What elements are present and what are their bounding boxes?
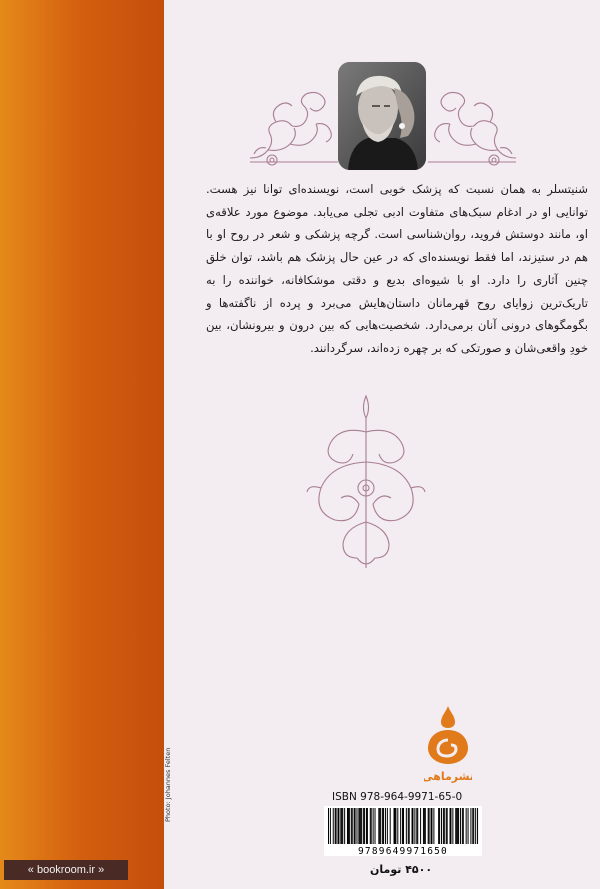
barcode-bar (337, 808, 338, 844)
barcode-bar (328, 808, 329, 844)
barcode-bar (378, 808, 379, 844)
barcode-bar (466, 808, 467, 844)
barcode-bar (364, 808, 365, 844)
barcode-bar (443, 808, 444, 844)
barcode-bar (402, 808, 403, 844)
barcode-bar (409, 808, 410, 844)
barcode-bar (371, 808, 372, 844)
barcode-bar (470, 808, 471, 844)
barcode-bar (348, 808, 349, 844)
barcode-bar (408, 808, 409, 844)
barcode (324, 806, 482, 856)
barcode-bar (455, 808, 456, 844)
barcode-bar (358, 808, 359, 844)
author-portrait-icon (338, 62, 426, 170)
barcode-bar (456, 808, 457, 844)
barcode-bar (447, 808, 448, 844)
barcode-bar (438, 808, 439, 844)
barcode-bar (475, 808, 476, 844)
barcode-bar (444, 808, 445, 844)
barcode-bar (335, 808, 336, 844)
barcode-bar (425, 808, 426, 844)
barcode-bar (431, 808, 432, 844)
barcode-bar (360, 808, 361, 844)
barcode-bar (380, 808, 381, 844)
barcode-bar (450, 808, 451, 844)
barcode-bar (394, 808, 395, 844)
barcode-bar (352, 808, 353, 844)
barcode-bar (433, 808, 434, 844)
barcode-bar (446, 808, 447, 844)
barcode-bar (416, 808, 417, 844)
barcode-bar (428, 808, 429, 844)
fish-logo-icon (424, 704, 472, 786)
barcode-bar (330, 808, 331, 844)
price-label: ۴۵۰۰ تومان (370, 863, 433, 876)
barcode-bar (397, 808, 398, 844)
barcode-bar (333, 808, 334, 844)
barcode-bar (472, 808, 473, 844)
barcode-bar (375, 808, 376, 844)
barcode-bar (460, 808, 461, 844)
barcode-bar (342, 808, 343, 844)
barcode-bar (424, 808, 425, 844)
barcode-bar (385, 808, 386, 844)
barcode-bar (387, 808, 388, 844)
barcode-bar (359, 808, 360, 844)
barcode-bar (439, 808, 440, 844)
barcode-bar (412, 808, 413, 844)
barcode-bar (477, 808, 478, 844)
publisher-logo (424, 704, 472, 786)
barcode-bar (423, 808, 424, 844)
barcode-bar (363, 808, 364, 844)
barcode-bar (355, 808, 356, 844)
barcode-bar (379, 808, 380, 844)
barcode-bar (394, 808, 395, 844)
barcode-bar (468, 808, 469, 844)
barcode-bar (361, 808, 362, 844)
ornament-right-icon (424, 72, 520, 168)
blurb-paragraph: شنیتسلر به همان نسبت که پزشک خوبی است، نویسنده‌ای توانا نیز هست. توانایی او در ادغام سبک‌های متفاوت ادبی تجلی می‌یابد. موضوع مورد علاقه‌ی او، مانند دوستش فروید، روان‌شناسی است. گرچه پزشکی و شعر در روح او با هم در ستیزند، اما فقط نویسنده‌ای که در عین حال پزشک هم باشد، توان خلق چنین آثاری را دارد. او با شیوه‌ای بدیع و دقتی موشکافانه، خواننده را به تاریک‌ترین زوایای روح قهرمانان داستان‌هایش می‌برد و پرده از ناگفته‌ها و بگومگوهای درونی آنان برمی‌دارد. شخصیت‌هایی که بین درون و بیرونشان، بین خودِ واقعی‌شان و صورتکی که بر چهره زده‌اند، سرگردانند. (206, 182, 588, 355)
barcode-bar (441, 808, 442, 844)
barcode-bar (340, 808, 341, 844)
barcode-bar (341, 808, 342, 844)
book-spine (0, 0, 164, 889)
barcode-bar (406, 808, 407, 844)
bookroom-badge[interactable]: « bookroom.ir » (4, 860, 128, 880)
barcode-digits: 9789649971650 (358, 846, 448, 856)
barcode-bar (414, 808, 415, 844)
ornament-left-icon (246, 72, 342, 168)
barcode-bar (458, 808, 459, 844)
barcode-bar (463, 808, 464, 844)
barcode-bar (390, 808, 391, 844)
author-blurb (206, 178, 588, 360)
barcode-bar (473, 808, 474, 844)
barcode-bar (373, 808, 374, 844)
barcode-bar (450, 808, 451, 844)
barcode-bar (429, 808, 430, 844)
barcode-graphic (324, 806, 482, 856)
barcode-bar (356, 808, 357, 844)
barcode-bar (417, 808, 418, 844)
barcode-bar (382, 808, 383, 844)
photo-credit: Photo: Johannes Felten (164, 747, 172, 822)
barcode-bar (351, 808, 352, 844)
barcode-bar (347, 808, 348, 844)
barcode-bar (420, 808, 421, 844)
author-photo (338, 62, 426, 170)
barcode-bar (344, 808, 345, 844)
barcode-bar (338, 808, 339, 844)
barcode-bar (370, 808, 371, 844)
barcode-bar (462, 808, 463, 844)
publisher-logo-text: نشرماهی (424, 770, 472, 783)
barcode-bar (457, 808, 458, 844)
ornament-bottom-icon (301, 392, 431, 572)
barcode-bar (366, 808, 367, 844)
barcode-bar (354, 808, 355, 844)
isbn-label: ISBN 978-964-9971-65-0 (332, 791, 463, 803)
barcode-bar (367, 808, 368, 844)
barcode-bar (336, 808, 337, 844)
barcode-bar (383, 808, 384, 844)
barcode-bar (412, 808, 413, 844)
barcode-bar (400, 808, 401, 844)
barcode-bar (431, 808, 432, 844)
barcode-bar (349, 808, 350, 844)
barcode-bar (452, 808, 453, 844)
barcode-bar (403, 808, 404, 844)
barcode-bar (395, 808, 396, 844)
